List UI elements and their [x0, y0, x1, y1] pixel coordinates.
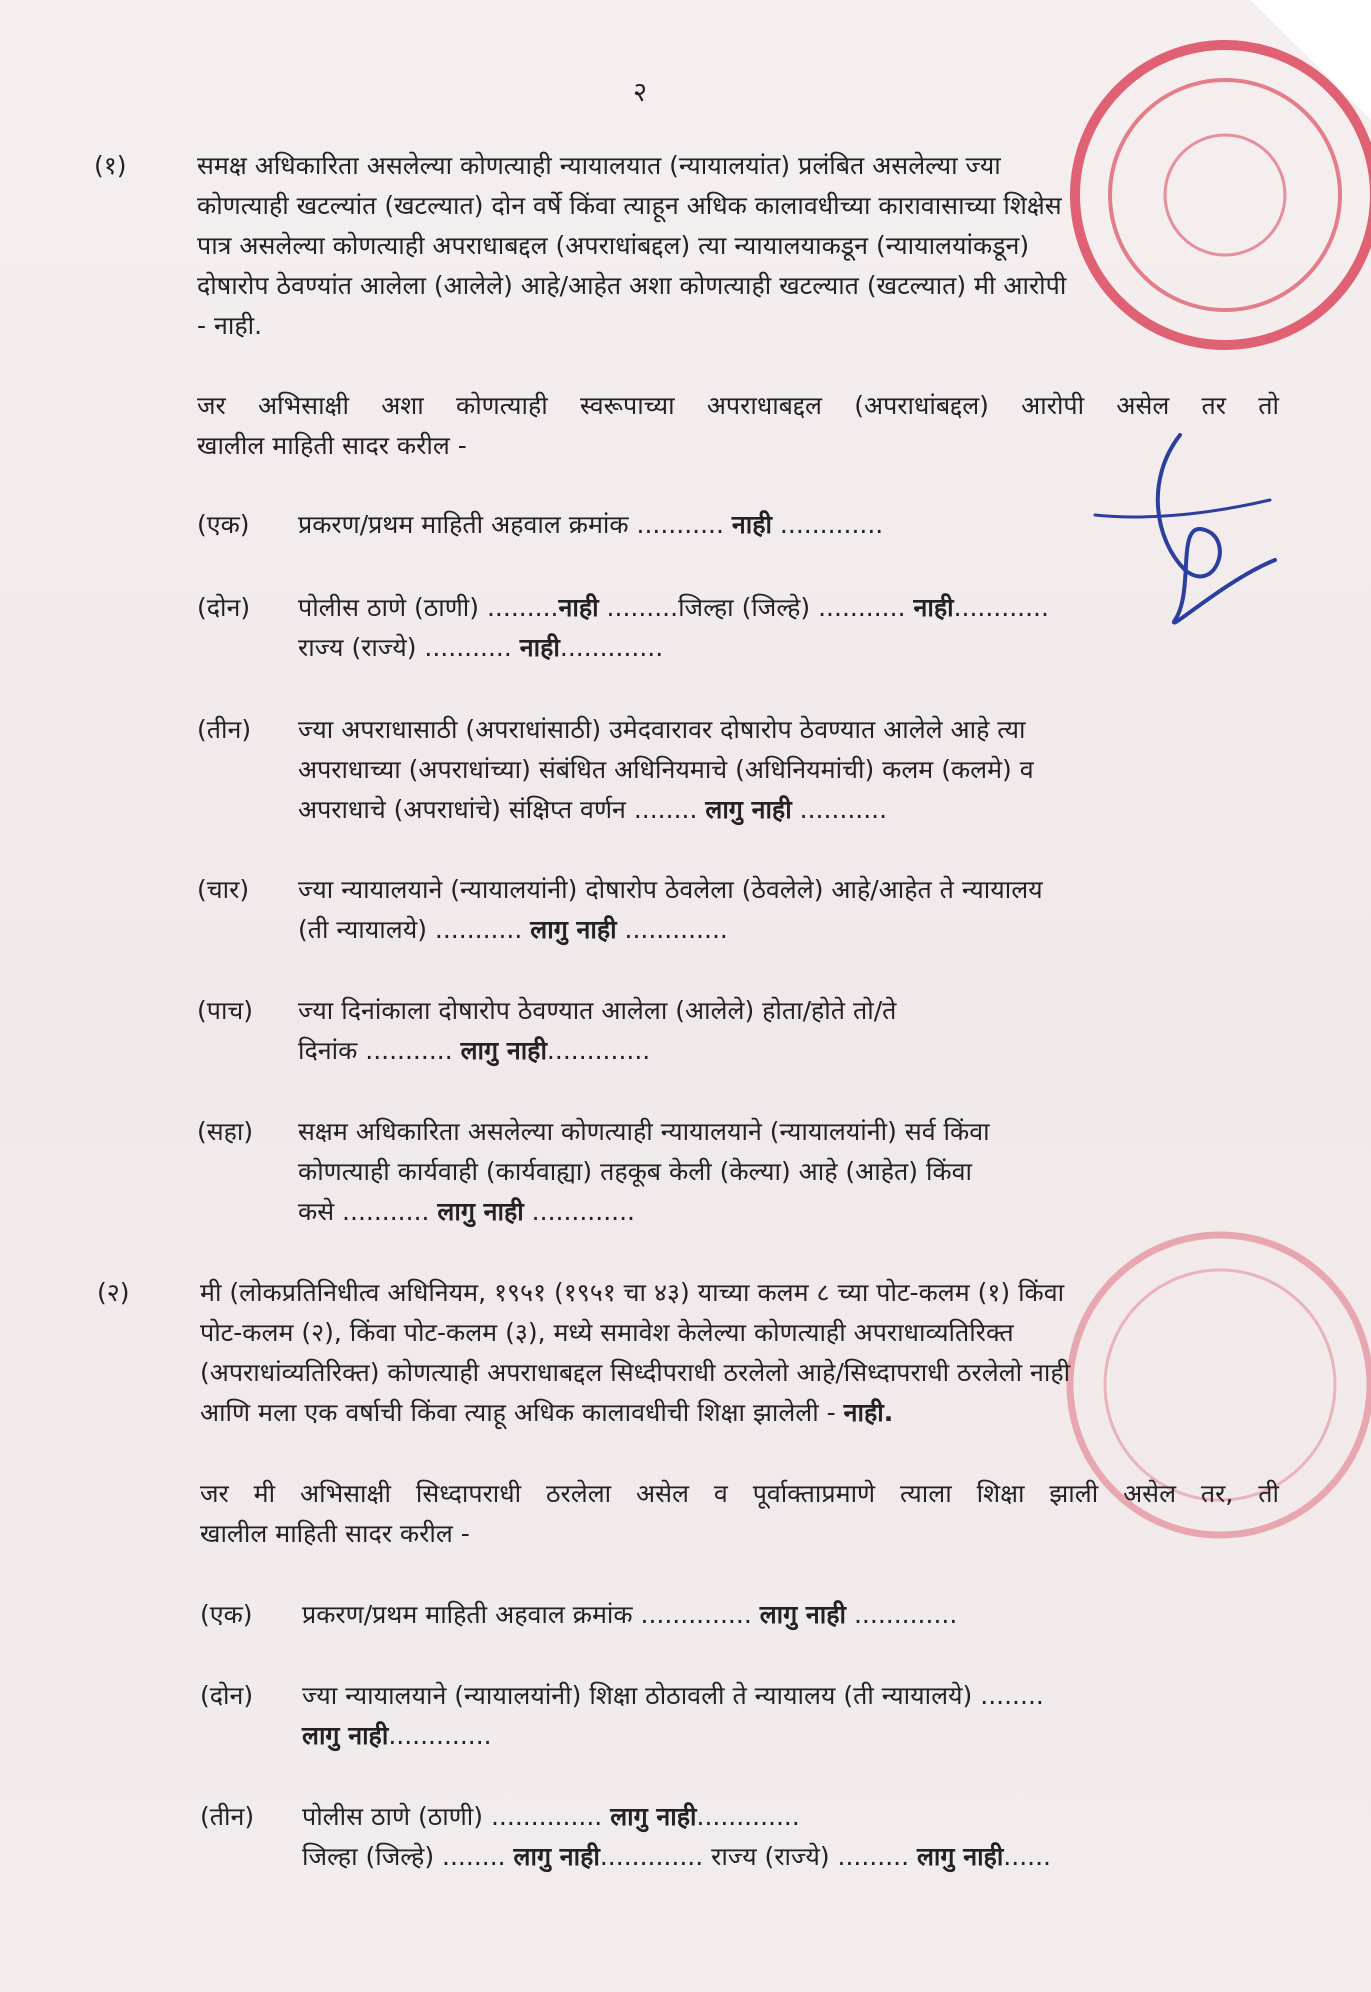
- text-line: मी (लोकप्रतिनिधीत्व अधिनियम, १९५१ (१९५१ चा ४३) याच्या कलम ८ च्या पोट-कलम (१) किंवा: [200, 1278, 1065, 1307]
- s1-item-pach: [298, 991, 1279, 1071]
- item-marker: (एक): [200, 1600, 253, 1629]
- item-marker: (एक): [197, 510, 250, 539]
- item-dots: .............: [523, 1197, 635, 1226]
- item-marker: (तीन): [200, 1802, 255, 1831]
- item-value: नाही: [731, 510, 772, 539]
- item-value: नाही: [913, 593, 954, 622]
- s1-item-don: [298, 588, 1258, 668]
- item-dots: .............: [846, 1600, 958, 1629]
- item-text: (ती न्यायालये) ...........: [298, 915, 531, 944]
- item-text: ............. राज्य (राज्ये) .........: [599, 1842, 917, 1871]
- s2-item-teen: [302, 1797, 1279, 1877]
- s2-item-don: [302, 1676, 1279, 1756]
- s2-item-ek: [302, 1595, 1202, 1635]
- section-1-note: [197, 386, 1279, 466]
- text-line: पोट-कलम (२), किंवा पोट-कलम (३), मध्ये समावेश केलेल्या कोणत्याही अपराधाव्यतिरिक्त: [200, 1318, 1014, 1347]
- item-value: लागु नाही: [302, 1721, 389, 1750]
- item-text: आणि मला एक वर्षाची किंवा त्याहू अधिक कालावधीची शिक्षा झालेली -: [200, 1398, 844, 1427]
- item-value: लागु नाही: [705, 795, 792, 824]
- text-line: (अपराधांव्यतिरिक्त) कोणत्याही अपराधाबद्दल सिध्दीपराधी ठरलेलो आहे/सिध्दापराधी ठरलेलो नाही: [200, 1358, 1071, 1387]
- text-line: जर अभिसाक्षी अशा कोणत्याही स्वरूपाच्या अपराधाबद्दल (अपराधांबद्दल) आरोपी असेल तर तो: [197, 391, 1279, 420]
- item-dots: ...........: [791, 795, 888, 824]
- item-text: पोलीस ठाणे (ठाणी) .........: [298, 593, 559, 622]
- item-dots: .............: [696, 1802, 800, 1831]
- item-dots: ......: [1003, 1842, 1051, 1871]
- item-value: लागु नाही: [460, 1036, 547, 1065]
- item-dots: .............: [388, 1721, 492, 1750]
- item-dots: ............: [953, 593, 1049, 622]
- item-text: .........जिल्हा (जिल्हे) ...........: [598, 593, 914, 622]
- item-marker: (चार): [197, 875, 250, 904]
- item-value: नाही.: [843, 1398, 894, 1427]
- text-line: ज्या न्यायालयाने (न्यायालयांनी) दोषारोप ठेवलेला (ठेवलेले) आहे/आहेत ते न्यायालय: [298, 875, 1043, 904]
- item-value: लागु नाही: [513, 1842, 600, 1871]
- s1-item-ek: [298, 505, 1098, 545]
- item-dots: .............: [559, 633, 664, 662]
- page-number: २: [632, 77, 648, 108]
- item-text: अपराधाचे (अपराधांचे) संक्षिप्त वर्णन ........: [298, 795, 706, 824]
- item-text: कसे ...........: [298, 1197, 438, 1226]
- section-1-marker: (१): [94, 151, 127, 180]
- s1-item-teen: [298, 710, 1279, 830]
- text-line: - नाही.: [197, 311, 263, 340]
- section-2-marker: (२): [97, 1278, 130, 1307]
- item-text: राज्य (राज्ये) ...........: [298, 633, 520, 662]
- section-2-text: [200, 1273, 1279, 1433]
- item-value: लागु नाही: [610, 1802, 697, 1831]
- item-marker: (दोन): [200, 1681, 254, 1710]
- item-value: लागु नाही: [916, 1842, 1004, 1871]
- text-line: ज्या अपराधासाठी (अपराधांसाठी) उमेदवारावर दोषारोप ठेवण्यात आलेले आहे त्या: [298, 715, 1026, 744]
- item-value: नाही: [558, 593, 599, 622]
- item-text: पोलीस ठाणे (ठाणी) ..............: [302, 1802, 611, 1831]
- item-value: लागु नाही: [759, 1600, 847, 1629]
- item-dots: .............: [771, 510, 884, 539]
- text-line: जर मी अभिसाक्षी सिध्दापराधी ठरलेला असेल व पूर्वाक्ताप्रमाणे त्याला शिक्षा झाली असेल तर, ती: [200, 1479, 1279, 1508]
- item-dots: .............: [546, 1036, 651, 1065]
- item-marker: (पाच): [197, 996, 254, 1025]
- item-text: जिल्हा (जिल्हे) ........: [302, 1842, 514, 1871]
- item-marker: (सहा): [197, 1117, 254, 1146]
- text-line: कोणत्याही खटल्यांत (खटल्यात) दोन वर्षे किंवा त्याहून अधिक कालावधीच्या कारावासाच्या शिक्षेस: [197, 191, 1062, 220]
- item-marker: (दोन): [197, 593, 251, 622]
- item-text: प्रकरण/प्रथम माहिती अहवाल क्रमांक ..............: [302, 1600, 760, 1629]
- text-line: दोषारोप ठेवण्यांत आलेला (आलेले) आहे/आहेत अशा कोणत्याही खटल्यात (खटल्यात) मी आरोपी: [197, 271, 1067, 300]
- item-value: लागु नाही: [530, 915, 617, 944]
- item-dots: .............: [616, 915, 728, 944]
- item-value: लागु नाही: [437, 1197, 524, 1226]
- text-line: खालील माहिती सादर करील -: [200, 1519, 470, 1548]
- text-line: समक्ष अधिकारिता असलेल्या कोणत्याही न्यायालयात (न्यायालयांत) प्रलंबित असलेल्या ज्या: [197, 151, 1001, 180]
- text-line: ज्या दिनांकाला दोषारोप ठेवण्यात आलेला (आलेले) होता/होते तो/ते: [298, 996, 897, 1025]
- item-text: प्रकरण/प्रथम माहिती अहवाल क्रमांक ...........: [298, 510, 732, 539]
- text-line: कोणत्याही कार्यवाही (कार्यवाह्या) तहकूब केली (केल्या) आहे (आहेत) किंवा: [298, 1157, 972, 1186]
- s1-item-char: [298, 870, 1279, 950]
- item-marker: (तीन): [197, 715, 252, 744]
- text-line: अपराधाच्या (अपराधांच्या) संबंधित अधिनियमाचे (अधिनियमांची) कलम (कलमे) व: [298, 755, 1034, 784]
- item-value: नाही: [519, 633, 560, 662]
- s1-item-saha: [298, 1112, 1279, 1232]
- text-line: ज्या न्यायालयाने (न्यायालयांनी) शिक्षा ठोठावली ते न्यायालय (ती न्यायालये) ........: [302, 1681, 1044, 1710]
- text-line: पात्र असलेल्या कोणत्याही अपराधाबद्दल (अपराधांबद्दल) त्या न्यायालयाकडून (न्यायालयांकडून): [197, 231, 1030, 260]
- text-line: सक्षम अधिकारिता असलेल्या कोणत्याही न्यायालयाने (न्यायालयांनी) सर्व किंवा: [298, 1117, 990, 1146]
- text-line: खालील माहिती सादर करील -: [197, 431, 467, 460]
- section-1-text: [197, 146, 1279, 346]
- section-2-note: [200, 1474, 1279, 1554]
- item-text: दिनांक ...........: [298, 1036, 461, 1065]
